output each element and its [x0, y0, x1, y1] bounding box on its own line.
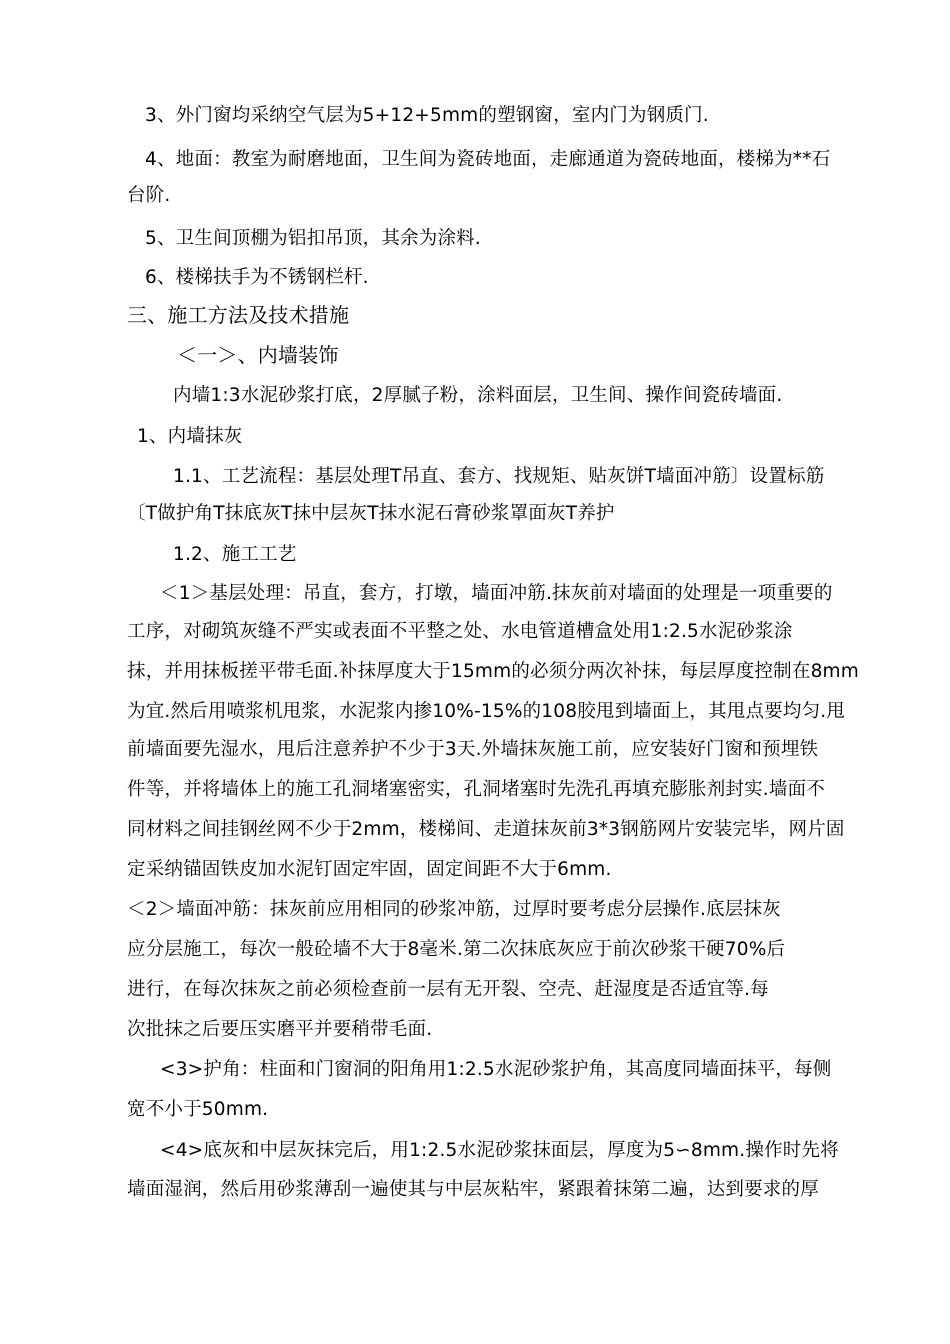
text-line-11: 〔T做护角T抹底灰T抹中层灰T抹水泥石膏砂浆罩面灰T养护: [127, 503, 615, 524]
text-line-21: ＜2＞墙面冲筋：抹灰前应用相同的砂浆冲筋，过厚时要考虑分层操作.底层抹灰: [127, 899, 781, 920]
text-line-2: 4、地面：教室为耐磨地面，卫生间为瓷砖地面，走廊通道为瓷砖地面，楼梯为**石: [145, 149, 831, 170]
text-line-24: 次批抹之后要压实磨平并要稍带毛面.: [127, 1019, 433, 1040]
text-line-28: 墙面湿润，然后用砂浆薄刮一遍使其与中层灰粘牢，紧跟着抹第二遍，达到要求的厚: [127, 1179, 819, 1200]
section-heading: 三、施工方法及技术措施: [127, 303, 350, 327]
text-line-20: 定采纳锚固铁皮加水泥钉固定牢固，固定间距不大于6mm.: [127, 859, 612, 880]
text-line-26: 宽不小于50mm.: [127, 1099, 269, 1120]
text-line-22: 应分层施工，每次一般砼墙不大于8毫米.第二次抹底灰应于前次砂浆干硬70%后: [127, 939, 786, 960]
text-line-14: 工序，对砌筑灰缝不严实或表面不平整之处、水电管道槽盒处用1:2.5水泥砂浆涂: [127, 621, 793, 642]
text-line-3: 台阶.: [127, 185, 171, 206]
text-line-18: 件等，并将墙体上的施工孔洞堵塞密实，孔洞堵塞时先洗孔再填充膨胀剂封实.墙面不: [127, 779, 825, 800]
text-line-23: 进行，在每次抹灰之前必须检查前一层有无开裂、空壳、赶湿度是否适宜等.每: [127, 979, 769, 1000]
text-line-10: 1.1、工艺流程：基层处理T吊直、套方、找规矩、贴灰饼T墙面冲筋〕设置标筋: [173, 466, 825, 487]
text-line-13: ＜1＞基层处理：吊直，套方，打墩，墙面冲筋.抹灰前对墙面的处理是一项重要的: [160, 583, 833, 604]
text-line-15: 抹，并用抹板搓平带毛面.补抹厚度大于15mm的必须分两次补抹，每层厚度控制在8mm: [127, 661, 859, 682]
item-heading-1: 1、内墙抹灰: [137, 426, 243, 447]
text-line-17: 前墙面要先湿水，甩后注意养护不少于3天.外墙抹灰施工前，应安装好门窗和预埋铁: [127, 739, 819, 760]
text-line-25: <3>护角：柱面和门窗洞的阳角用1:2.5水泥砂浆护角，其高度同墙面抹平，每侧: [160, 1059, 832, 1080]
text-line-19: 同材料之间挂钢丝网不少于2mm，楼梯间、走道抹灰前3*3钢筋网片安装完毕，网片固: [127, 819, 845, 840]
text-line-5: 6、楼梯扶手为不锈钢栏杆.: [145, 267, 369, 288]
subsection-heading: ＜一＞、内墙装饰: [177, 343, 339, 367]
item-heading-1-2: 1.2、施工工艺: [173, 544, 297, 565]
text-line-16: 为宜.然后用喷浆机甩浆，水泥浆内掺10%-15%的108胶甩到墙面上，其甩点要均匀.甩: [127, 701, 846, 722]
text-line-1: 3、外门窗均采纳空气层为5+12+5mm的塑钢窗，室内门为钢质门.: [145, 105, 709, 126]
text-line-8: 内墙1:3水泥砂浆打底，2厚腻子粉，涂料面层，卫生间、操作间瓷砖墙面.: [173, 385, 783, 406]
text-line-27: <4>底灰和中层灰抹完后，用1:2.5水泥砂浆抹面层，厚度为5∽8mm.操作时先将: [160, 1140, 839, 1161]
text-line-4: 5、卫生间顶棚为铝扣吊顶，其余为涂料.: [145, 228, 481, 249]
